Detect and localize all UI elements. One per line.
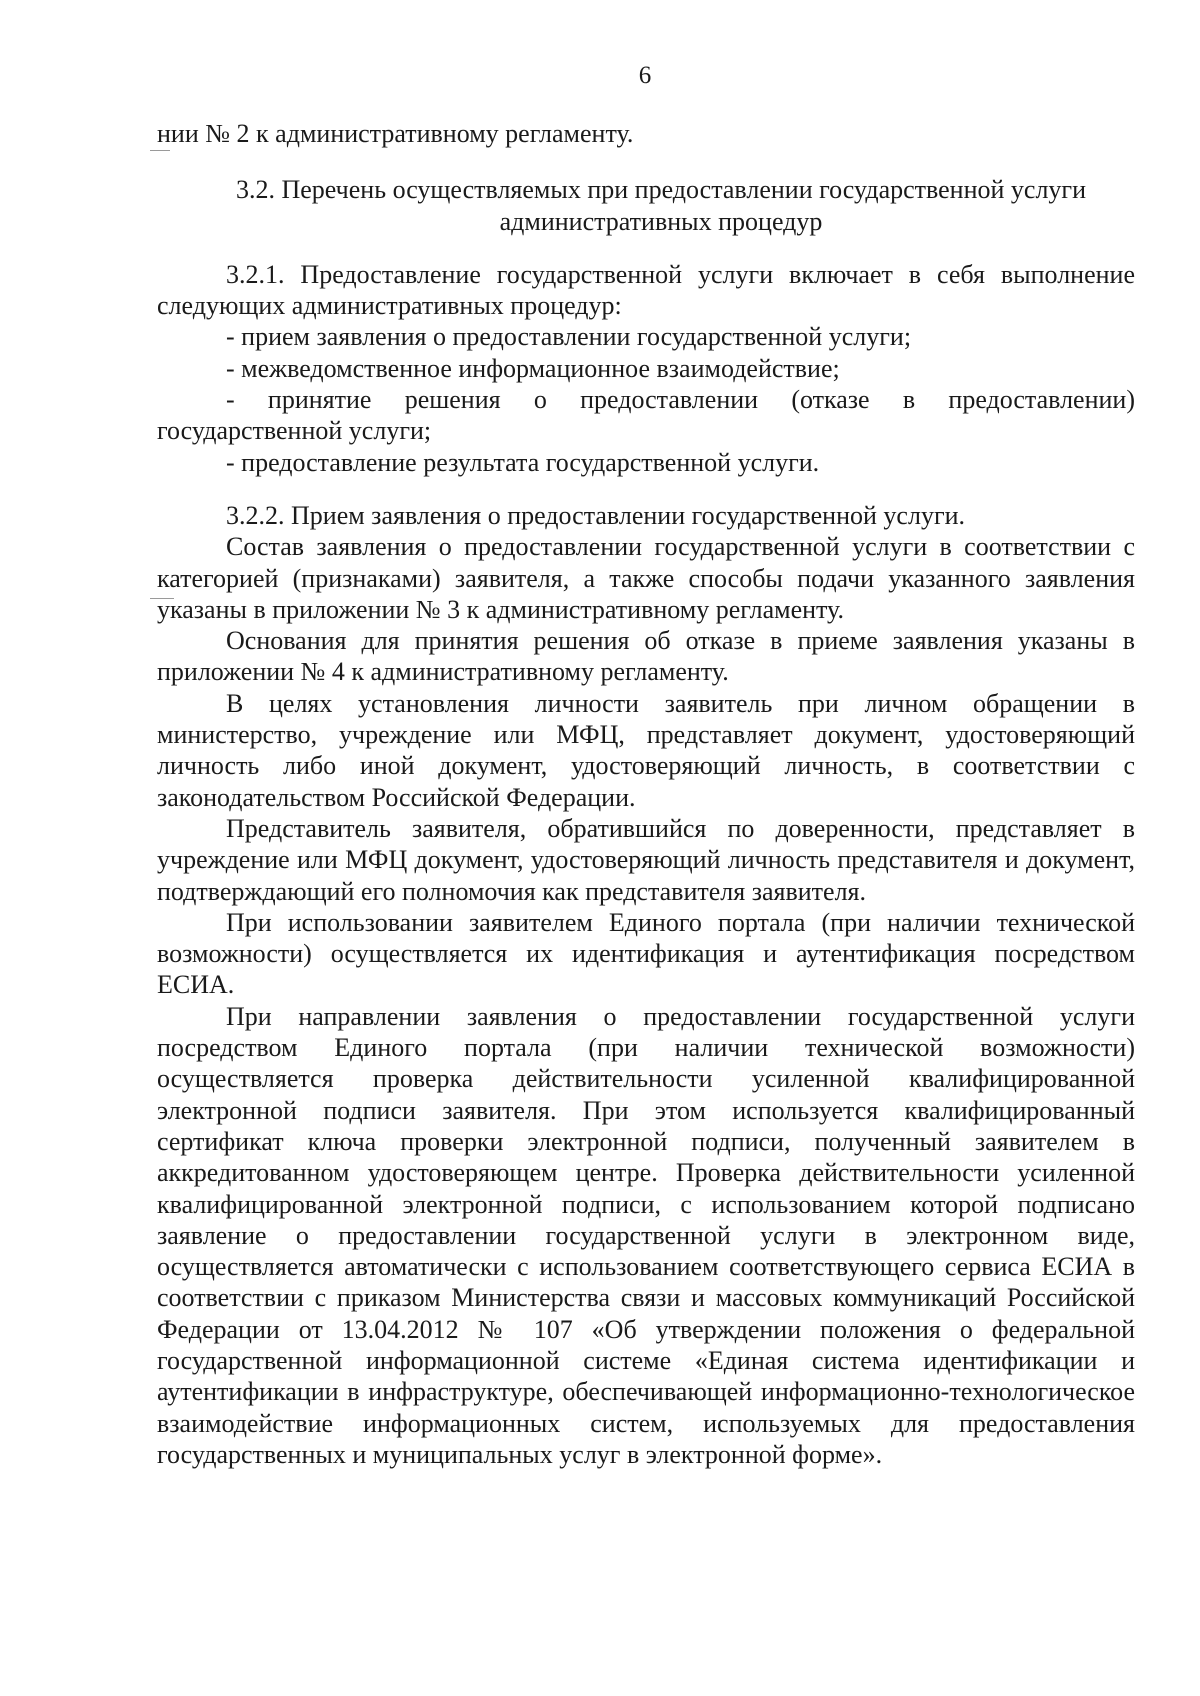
procedure-list-item: - прием заявления о предоставлении государственной услуги; [226,322,912,352]
section-heading-line-1: 3.2. Перечень осуществляемых при предоставлении государственной услуги [235,175,1087,205]
body-paragraph: Основания для принятия решения об отказе в приеме заявления указаны в приложении № 4 к административному регламенту. [157,626,1135,687]
body-paragraph: При направлении заявления о предоставлении государственной услуги посредством Единого портала (при наличии технической возможности) осуществляется проверка действительности усиленной квалифицированной электронной подписи заявителя. При этом используется квалифицированный сертификат ключа проверки электронной подписи, полученный заявителем в аккредитованном удостоверяющем центре. Проверка действительности усиленной квалифицированной электронной подписи, с использованием которой подписано заявление о предоставлении государственной услуги в электронном виде, осуществляется автоматически с использованием соответствующего сервиса ЕСИА в соответствии с приказом Министерства связи и массовых коммуникаций Российской Федерации от 13.04.2012 № 107 «Об утверждении положения о федеральной государственной информационной системе «Единая система идентификации и аутентификации в инфраструктуре, обеспечивающей информационно-технологическое взаимодействие информационных систем, используемых для предоставления государственных и муниципальных услуг в электронной форме». [157,1001,1135,1469]
page-number: 6 [638,62,652,89]
body-paragraph: При использовании заявителем Единого портала (при наличии технической возможности) осуществляется их идентификация и аутентификация посредством ЕСИА. [157,907,1135,1000]
subsection-3-2-1-intro: 3.2.1. Предоставление государственной услуги включает в себя выполнение следующих административных процедур: [157,259,1135,321]
procedure-list-item: - предоставление результата государственной услуги. [226,447,820,477]
document-body [157,118,1135,1470]
continuation-line: нии № 2 к административному регламенту. [157,119,634,148]
procedure-list-item: - межведомственное информационное взаимодействие; [226,353,840,383]
subsection-3-2-2-title: 3.2.2. Прием заявления о предоставлении государственной услуги. [226,500,966,530]
body-paragraph: Представитель заявителя, обратившийся по доверенности, представляет в учреждение или МФЦ документ, удостоверяющий личность представителя и документ, подтверждающий его полномочия как представителя заявителя. [157,813,1135,906]
section-heading-line-2: административных процедур [499,206,823,236]
body-paragraph: Состав заявления о предоставлении государственной услуги в соответствии с категорией (признаками) заявителя, а также способы подачи указанного заявления указаны в приложении № 3 к административному регламенту. [157,532,1135,624]
body-paragraph: В целях установления личности заявитель при личном обращении в министерство, учреждение или МФЦ, представляет документ, удостоверяющий личность либо иной документ, удостоверяющий личность, в соответствии с законодательством Российской Федерации. [157,688,1135,812]
procedure-list-item: - принятие решения о предоставлении (отказе в предоставлении) государственной услуги; [157,385,1135,446]
